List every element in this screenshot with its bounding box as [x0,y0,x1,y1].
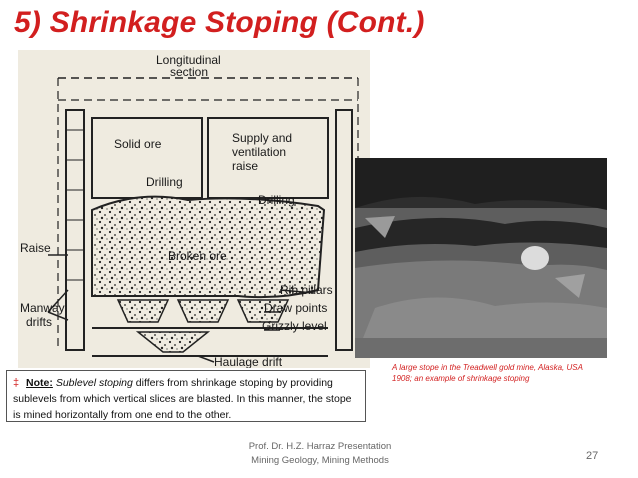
label-raise-right: raise [232,159,259,173]
label-broken-ore: Broken ore [168,249,227,263]
footer [230,440,410,468]
footer-line-2: Mining Geology, Mining Methods [251,455,389,466]
label-ventilation: ventilation [232,145,287,159]
photo-caption: A large stope in the Treadwell gold mine, Alaska, USA 1908; an example of shrinkage stoping [392,363,583,383]
label-grizzly-level: Grizzly level [262,319,327,333]
label-supply: Supply and [232,131,293,145]
label-solid-ore: Solid ore [114,137,162,151]
label-drifts: drifts [26,315,53,329]
slide-title: 5) Shrinkage Stoping (Cont.) [14,6,425,39]
note-label: Note: [26,377,53,389]
haulage-chute [138,332,208,352]
note-box [6,370,366,422]
label-raise-left: Raise [20,241,51,255]
label-rib-pillars: Rib pillars [280,283,333,297]
stope-photo [355,158,607,358]
page-number: 27 [586,450,599,462]
shrinkage-stoping-diagram [18,50,370,368]
note-bullet-icon: ‡ [13,377,20,389]
label-drilling-left: Drilling [146,175,183,189]
label-haulage-drift: Haulage drift [214,355,283,368]
diagram-drawing [18,50,370,368]
label-drilling-right: Drilling [258,193,295,207]
draw-point-1 [118,300,168,322]
raise-left [66,110,84,350]
raise-right [336,110,352,350]
label-draw-points: Draw points [264,301,328,315]
label-manway: Manway [20,301,65,315]
stope-photo-drawing [355,158,607,358]
note-text: differs from shrinkage stoping by providing sublevels from which vertical slices are blasted. In this manner, the stope is mined horizontally from one end to the other. [13,377,352,421]
note-emphasis: Sublevel stoping [55,377,133,389]
footer-line-1: Prof. Dr. H.Z. Harraz Presentation [248,441,392,452]
draw-point-2 [178,300,228,322]
label-longitudinal: Longitudinal [156,53,221,67]
label-section: section [170,65,209,79]
